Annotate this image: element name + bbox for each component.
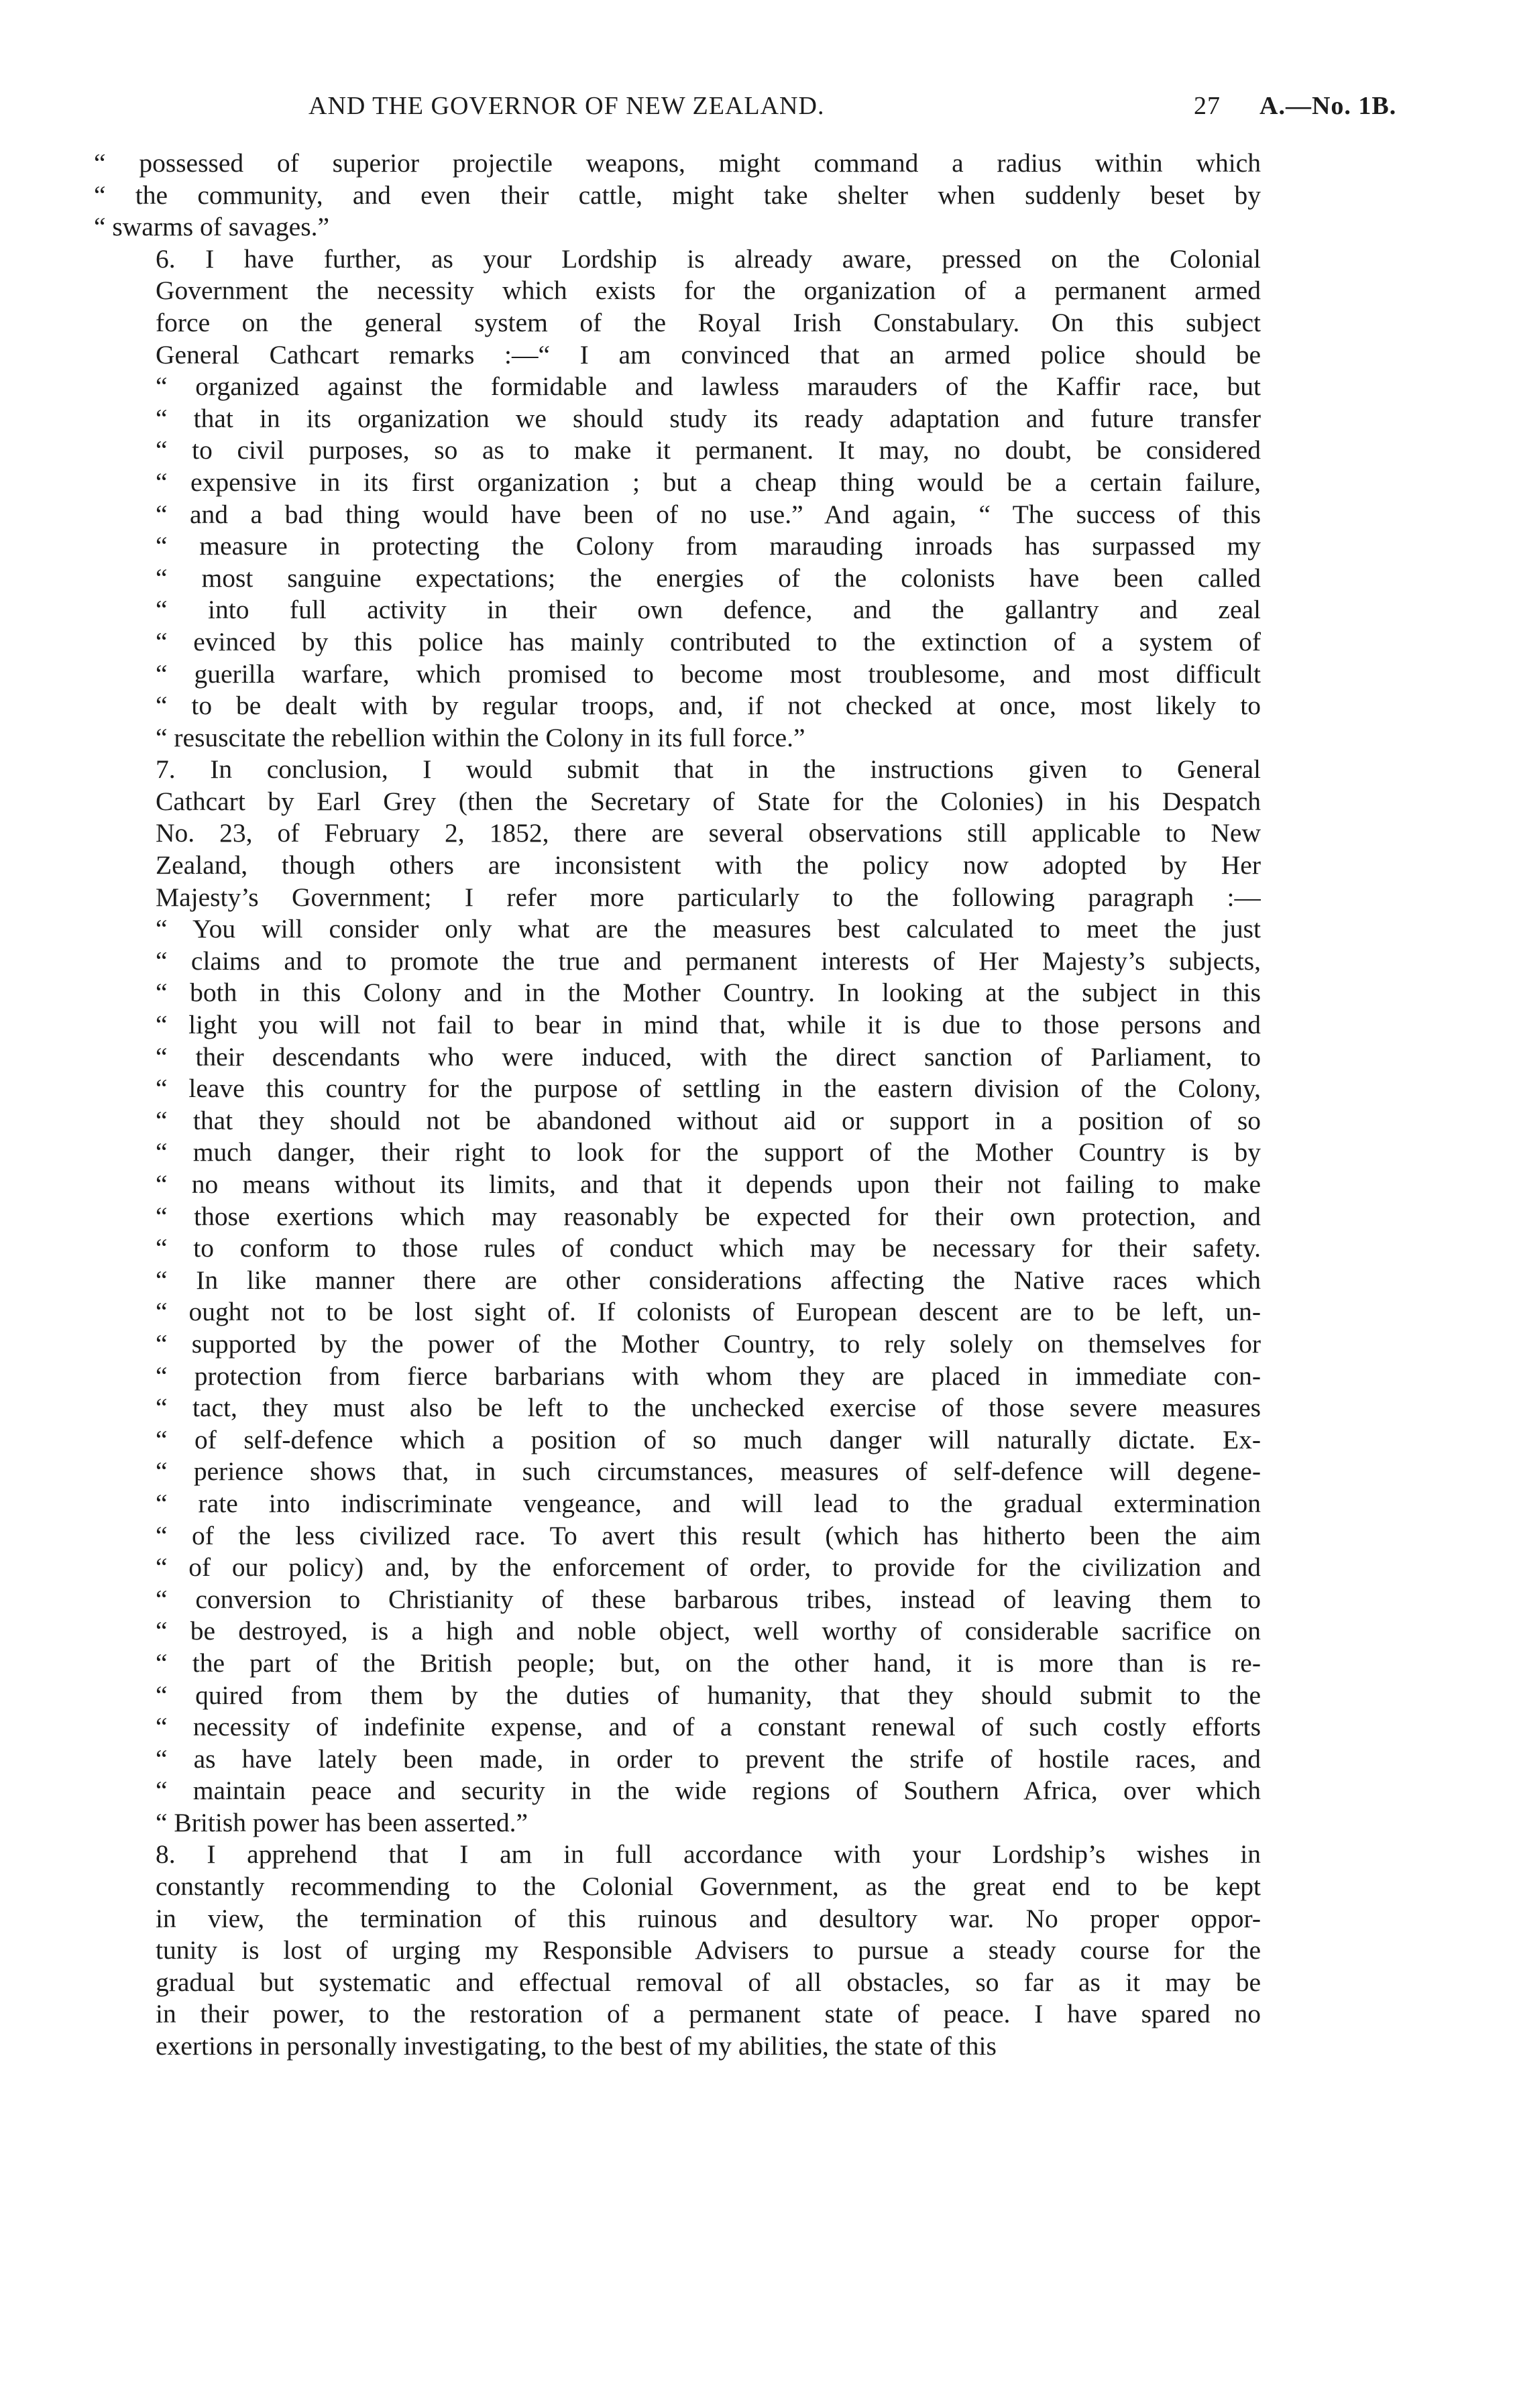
text-line: “ rate into indiscriminate vengeance, and will lead to the gradual extermination: [156, 1488, 1261, 1518]
text-line: “ the community, and even their cattle, might take shelter when suddenly beset by: [94, 180, 1261, 210]
text-line: in view, the termination of this ruinous and desultory war. No proper oppor-: [156, 1903, 1261, 1933]
text-line: 8. I apprehend that I am in full accordance with your Lordship’s wishes in: [156, 1839, 1261, 1870]
text-line: force on the general system of the Royal Irish Constabulary. On this subject: [156, 307, 1261, 337]
text-line: “ light you will not fail to bear in mind that, while it is due to those persons and: [156, 1010, 1261, 1040]
text-line: tunity is lost of urging my Responsible Advisers to pursue a steady course for the: [156, 1935, 1261, 1965]
running-header: [94, 91, 1422, 134]
text-line: “ much danger, their right to look for the support of the Mother Country is by: [156, 1137, 1261, 1167]
text-line: “ organized against the formidable and lawless marauders of the Kaffir race, but: [156, 371, 1261, 402]
text-line: “ expensive in its first organization ; but a cheap thing would be a certain failure,: [156, 467, 1261, 497]
text-line: “ and a bad thing would have been of no use.” And again, “ The success of this: [156, 499, 1261, 529]
paragraph: [94, 754, 1261, 1839]
text-line: constantly recommending to the Colonial Government, as the great end to be kept: [156, 1872, 1261, 1902]
text-line: 6. I have further, as your Lordship is already aware, pressed on the Colonial: [156, 243, 1261, 274]
text-line: “ that they should not be abandoned without aid or support in a position of so: [156, 1105, 1261, 1135]
text-line: “ of the less civilized race. To avert this result (which has hitherto been the aim: [156, 1520, 1261, 1550]
text-line: “ measure in protecting the Colony from marauding inroads has surpassed my: [156, 531, 1261, 561]
text-line: “ guerilla warfare, which promised to become most troublesome, and most difficult: [156, 658, 1261, 689]
text-line: “ evinced by this police has mainly contributed to the extinction of a system of: [156, 626, 1261, 656]
body-text: [94, 148, 1261, 2063]
text-line: “ conversion to Christianity of these barbarous tribes, instead of leaving them to: [156, 1584, 1261, 1614]
header-title: AND THE GOVERNOR OF NEW ZEALAND.: [309, 92, 825, 120]
text-line: “ of self-defence which a position of so much danger will naturally dictate. Ex-: [156, 1424, 1261, 1454]
text-line: “ necessity of indefinite expense, and of a constant renewal of such costly efforts: [156, 1712, 1261, 1742]
text-line: “ possessed of superior projectile weapons, might command a radius within which: [94, 148, 1261, 178]
text-line: “ ought not to be lost sight of. If colonists of European descent are to be left, un-: [156, 1297, 1261, 1327]
text-line: “ maintain peace and security in the wide regions of Southern Africa, over which: [156, 1776, 1261, 1806]
text-line: “ swarms of savages.”: [94, 212, 329, 242]
text-line: “ perience shows that, in such circumstances, measures of self-defence will degene-: [156, 1456, 1261, 1487]
text-line: “ to be dealt with by regular troops, and, if not checked at once, most likely to: [156, 691, 1261, 721]
text-line: “ the part of the British people; but, on the other hand, it is more than is re-: [156, 1648, 1261, 1678]
text-line: gradual but systematic and effectual removal of all obstacles, so far as it may be: [156, 1967, 1261, 1997]
text-line: “ both in this Colony and in the Mother Country. In looking at the subject in this: [156, 978, 1261, 1008]
text-line: “ no means without its limits, and that it depends upon their not failing to make: [156, 1169, 1261, 1199]
text-line: “ most sanguine expectations; the energies of the colonists have been called: [156, 563, 1261, 593]
text-line: “ supported by the power of the Mother Country, to rely solely on themselves for: [156, 1328, 1261, 1359]
text-line: Cathcart by Earl Grey (then the Secretary of State for the Colonies) in his Despatch: [156, 786, 1261, 816]
text-line: General Cathcart remarks :—“ I am convinced that an armed police should be: [156, 339, 1261, 369]
text-line: exertions in personally investigating, to the best of my abilities, the state of this: [156, 2031, 997, 2061]
text-line: “ those exertions which may reasonably be expected for their own protection, and: [156, 1201, 1261, 1231]
text-line: “ that in its organization we should study its ready adaptation and future transfer: [156, 403, 1261, 433]
text-line: Majesty’s Government; I refer more particularly to the following paragraph :—: [156, 882, 1261, 912]
text-line: “ In like manner there are other considerations affecting the Native races which: [156, 1265, 1261, 1295]
text-line: “ tact, they must also be left to the unchecked exercise of those severe measures: [156, 1393, 1261, 1423]
text-line: Government the necessity which exists for the organization of a permanent armed: [156, 276, 1261, 306]
text-line: “ protection from fierce barbarians with whom they are placed in immediate con-: [156, 1361, 1261, 1391]
paragraph: [94, 148, 1261, 243]
text-line: No. 23, of February 2, 1852, there are several observations still applicable to New: [156, 818, 1261, 848]
text-line: “ leave this country for the purpose of settling in the eastern division of the Colony,: [156, 1074, 1261, 1104]
text-line: in their power, to the restoration of a permanent state of peace. I have spared no: [156, 1999, 1261, 2029]
text-line: Zealand, though others are inconsistent with the policy now adopted by Her: [156, 850, 1261, 880]
text-line: “ as have lately been made, in order to prevent the strife of hostile races, and: [156, 1743, 1261, 1774]
page-number: 27: [1194, 92, 1221, 120]
paragraph: [94, 1839, 1261, 2062]
text-line: 7. In conclusion, I would submit that in the instructions given to General: [156, 754, 1261, 785]
text-line: “ claims and to promote the true and permanent interests of Her Majesty’s subjects,: [156, 945, 1261, 976]
text-line: “ resuscitate the rebellion within the Colony in its full force.”: [156, 722, 805, 752]
text-line: “ of our policy) and, by the enforcement of order, to provide for the civilization and: [156, 1552, 1261, 1583]
text-line: “ into full activity in their own defence, and the gallantry and zeal: [156, 595, 1261, 625]
text-line: “ be destroyed, is a high and noble object, well worthy of considerable sacrifice on: [156, 1616, 1261, 1646]
document-reference: A.—No. 1B.: [1259, 92, 1397, 120]
paragraph: [94, 243, 1261, 754]
text-line: “ quired from them by the duties of humanity, that they should submit to the: [156, 1680, 1261, 1710]
text-line: “ to civil purposes, so as to make it permanent. It may, no doubt, be considered: [156, 435, 1261, 465]
text-line: “ You will consider only what are the measures best calculated to meet the just: [156, 914, 1261, 944]
text-line: “ to conform to those rules of conduct which may be necessary for their safety.: [156, 1233, 1261, 1263]
text-line: “ their descendants who were induced, with the direct sanction of Parliament, to: [156, 1041, 1261, 1072]
text-line: “ British power has been asserted.”: [156, 1807, 528, 1837]
